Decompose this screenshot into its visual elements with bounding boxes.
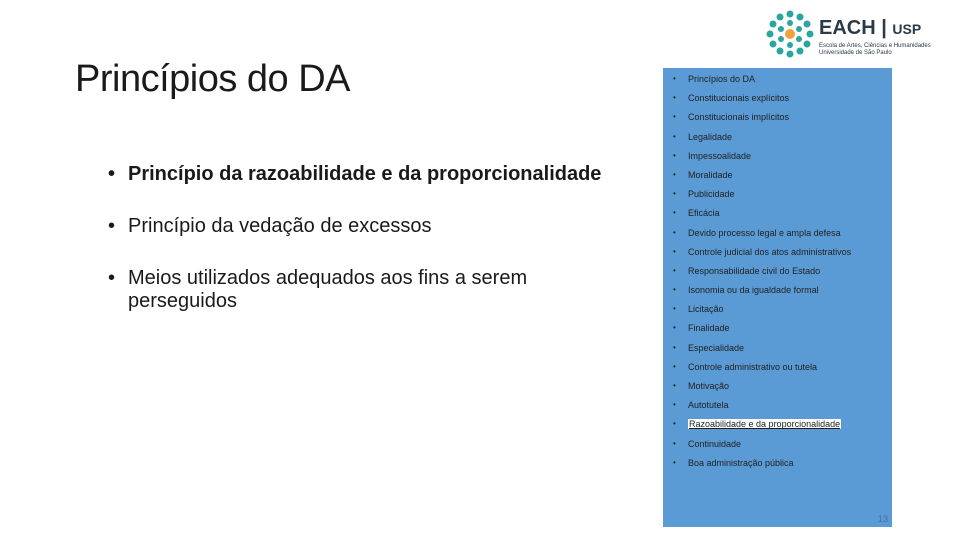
logo-name: EACH [819,17,876,39]
principles-sidebar [663,68,892,527]
principle-label: Continuidade [688,438,742,449]
bullet-dot: • [673,112,676,122]
principle-label: Publicidade [688,189,735,200]
principle-item [663,73,892,92]
principles-list [663,68,892,476]
principle-label: Princípios do DA [688,74,756,84]
principle-item [663,418,892,437]
bullet-dot: • [673,131,676,141]
bullet-dot: • [673,93,676,103]
bullet-dot: • [673,285,676,295]
logo-emblem-icon [764,8,816,60]
principle-item [663,342,892,361]
bullet-dot: • [673,150,676,160]
principle-label: Impessoalidade [688,150,752,161]
bullet-dot: • [673,381,676,390]
bullet-dot: • [108,163,116,185]
principle-item [663,150,892,169]
bullet-text: Meios utilizados adequados aos fins a serem perseguidos [128,267,528,312]
bullet-dot: • [673,246,676,256]
principle-label: Licitação [688,304,724,315]
principle-label: Boa administração pública [688,457,794,468]
principle-label: Constitucionais explícitos [688,93,790,104]
bullet-dot: • [673,438,676,448]
each-usp-logo [764,8,944,64]
principle-label: Motivação [688,381,730,391]
principle-item [663,438,892,457]
principle-label: Eficácia [688,208,720,219]
bullet-dot: • [673,457,676,467]
bullet-dot: • [673,323,676,333]
bullet-dot: • [673,74,676,83]
principle-item [663,169,892,188]
bullet-dot: • [108,215,116,237]
principle-item [663,207,892,226]
bullet-item [108,215,628,238]
bullet-text: Princípio da vedação de excessos [128,215,432,237]
principle-item [663,92,892,111]
principle-item [663,322,892,341]
bullet-dot: • [673,227,676,237]
bullet-item [108,163,628,186]
principle-label: Controle administrativo ou tutela [688,361,818,372]
bullet-text: Princípio da razoabilidade e da proporcionalidade [128,163,602,185]
principle-item [663,399,892,418]
principle-item [663,246,892,265]
principle-label: Controle judicial dos atos administrativos [688,246,852,257]
principle-item [663,188,892,207]
principle-label: Razoabilidade e da proporcionalidade [689,419,841,430]
principle-label: Finalidade [688,323,730,334]
logo-subtitle: Escola de Artes, Ciências e Humanidades Universidade de São Paulo [819,43,931,56]
principle-label: Isonomia ou da igualdade formal [688,285,819,296]
bullet-dot: • [673,361,676,371]
slide-title: Princípios do DA [75,58,351,100]
principle-item [663,303,892,322]
logo-text: EACH | USP [819,17,922,39]
principle-item [663,284,892,303]
logo-usp: USP [892,21,922,37]
principle-item [663,265,892,284]
bullet-dot: • [673,304,676,314]
page-number: 13 [877,514,888,524]
principle-item [663,131,892,150]
bullet-dot: • [673,189,676,199]
principle-label: Responsabilidade civil do Estado [688,265,821,276]
principle-item [663,111,892,130]
principle-item [663,361,892,380]
principle-label: Autotutela [688,400,729,411]
bullet-dot: • [673,169,676,179]
bullet-dot: • [673,400,676,410]
principle-item [663,457,892,476]
principle-item [663,227,892,246]
bullet-list [108,163,628,342]
principle-label: Especialidade [688,342,745,353]
principle-label: Moralidade [688,169,733,180]
principle-label: Legalidade [688,131,733,142]
bullet-dot: • [108,267,116,289]
bullet-dot: • [673,342,676,352]
principle-label: Devido processo legal e ampla defesa [688,227,841,238]
bullet-dot: • [673,419,676,429]
bullet-dot: • [673,265,676,275]
principle-label: Constitucionais implícitos [688,112,790,123]
principle-item [663,380,892,399]
bullet-dot: • [673,208,676,218]
bullet-item [108,267,628,313]
